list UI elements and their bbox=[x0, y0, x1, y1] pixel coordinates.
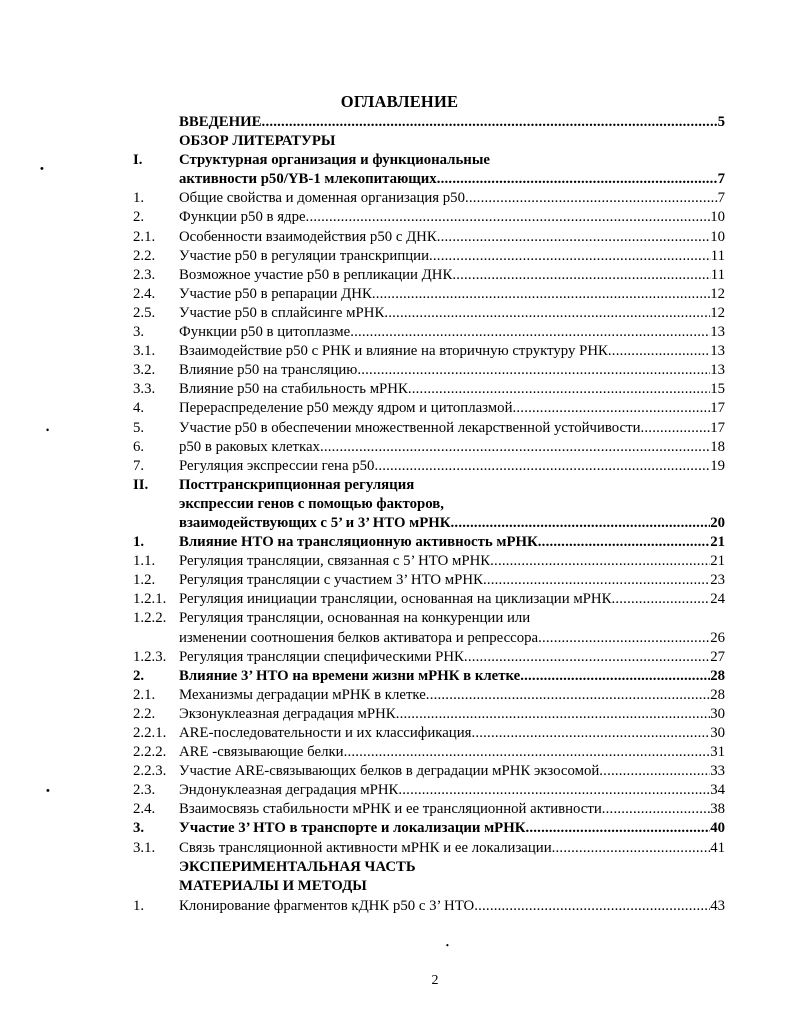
toc-entry-page: 5 bbox=[717, 114, 725, 130]
toc-entry-page: 10 bbox=[710, 209, 725, 226]
toc-entry bbox=[133, 877, 725, 897]
toc-entry-title: Механизмы деградации мРНК в клетке bbox=[179, 686, 426, 703]
toc-entry-title: Влияние НТО на трансляционную активность мРНК bbox=[179, 534, 538, 551]
toc-leader-dots bbox=[452, 266, 710, 285]
toc-entry bbox=[133, 304, 725, 323]
toc-entry-number: 2.2. bbox=[133, 247, 156, 264]
toc-entry bbox=[133, 247, 725, 266]
toc-entry-title: Участие p50 в регуляции транскрипции bbox=[179, 247, 429, 264]
toc-leader-dots bbox=[520, 667, 710, 686]
toc-entry-number: 1.2.3. bbox=[133, 648, 167, 665]
toc-entry-title: Возможное участие p50 в репликации ДНК bbox=[179, 266, 453, 283]
toc-entry-title: Клонирование фрагментов кДНК p50 с 3’ НТО bbox=[179, 897, 475, 914]
page-number: 2 bbox=[431, 973, 439, 988]
toc-entry bbox=[133, 533, 725, 552]
toc-entry-page: 24 bbox=[710, 591, 725, 608]
page-title: ОГЛАВЛЕНИЕ bbox=[340, 92, 459, 111]
toc-entry-number: 5. bbox=[133, 419, 145, 436]
toc-leader-dots bbox=[426, 686, 710, 705]
toc-entry-number: 1. bbox=[133, 534, 145, 551]
toc-leader-dots bbox=[429, 247, 711, 266]
toc-entry-page: 30 bbox=[710, 725, 725, 741]
toc-entry-number: 2.2.1. bbox=[133, 725, 167, 741]
toc-entry-title: ЭКСПЕРИМЕНТАЛЬНАЯ ЧАСТЬ bbox=[179, 858, 416, 875]
toc-leader-dots bbox=[262, 113, 718, 132]
toc-entry-page: 26 bbox=[710, 629, 725, 646]
toc-entry bbox=[133, 132, 725, 151]
toc-entry-number: 1.2.1. bbox=[133, 591, 167, 608]
toc-entry-title: Посттранскрипционная регуляция bbox=[179, 476, 415, 493]
toc-leader-dots bbox=[490, 552, 710, 571]
toc-entry-title: экспрессии генов с помощью факторов, bbox=[179, 495, 444, 512]
toc-entry bbox=[133, 495, 725, 514]
toc-entry-title: Участие p50 в сплайсинге мРНК bbox=[179, 304, 385, 321]
toc-entry-page: 17 bbox=[710, 400, 725, 417]
toc-entry bbox=[133, 897, 725, 916]
scan-mark: • bbox=[40, 163, 44, 175]
toc-entry-page: 7 bbox=[717, 171, 725, 188]
toc-entry-title: Участие ARE-связывающих белков в деградации мРНК экзосомой bbox=[179, 763, 600, 780]
toc-entry-number: 1. bbox=[133, 190, 145, 207]
toc-entry-page: 7 bbox=[717, 190, 725, 207]
toc-entry-page: 13 bbox=[710, 343, 725, 360]
toc-entry-page: 40 bbox=[710, 820, 725, 837]
toc-entry-title: Регуляция трансляции, основанная на конкуренции или bbox=[179, 610, 531, 627]
toc-entry bbox=[133, 208, 725, 227]
toc-entry-title: Регуляция инициации трансляции, основанная на циклизации мРНК bbox=[179, 591, 612, 608]
toc-entry-page: 12 bbox=[710, 285, 725, 302]
toc-leader-dots bbox=[396, 705, 711, 724]
toc-entry-page: 43 bbox=[710, 897, 725, 914]
toc-entry-title: Экзонуклеазная деградация мРНК bbox=[179, 705, 396, 722]
toc-entry-number: 1.2.2. bbox=[133, 610, 167, 627]
toc-entry-page: 10 bbox=[710, 228, 725, 245]
toc-entry-title: p50 в раковых клетках bbox=[179, 438, 320, 455]
toc-leader-dots bbox=[464, 648, 710, 667]
toc-entry-title: Регуляция трансляции с участием 3’ НТО мРНК bbox=[179, 572, 483, 589]
toc-leader-dots bbox=[451, 514, 711, 533]
toc-entry bbox=[133, 476, 725, 495]
toc-entry bbox=[133, 858, 725, 878]
toc-entry-title: Участие p50 в обеспечении множественной лекарственной устойчивости bbox=[179, 419, 641, 436]
toc-entry-page: 27 bbox=[710, 648, 725, 665]
toc-leader-dots bbox=[344, 743, 711, 762]
toc-entry bbox=[133, 342, 725, 361]
toc-entry-title: ARE-последовательности и их классификация bbox=[179, 725, 472, 741]
scan-mark: • bbox=[46, 425, 50, 435]
toc-entry-page: 13 bbox=[710, 324, 725, 341]
toc-entry-number: 2.3. bbox=[133, 266, 156, 283]
toc-entry-page: 34 bbox=[710, 782, 725, 799]
toc-entry-page: 21 bbox=[710, 553, 725, 570]
toc-entry bbox=[133, 800, 725, 819]
toc-entry-number: 2.2.2. bbox=[133, 744, 167, 761]
toc-entry bbox=[133, 705, 725, 724]
toc-entry-number: 3.1. bbox=[133, 343, 156, 360]
scan-mark: • bbox=[46, 785, 50, 797]
toc-entry-number: 3.1. bbox=[133, 839, 156, 856]
toc-leader-dots bbox=[608, 342, 710, 361]
toc-entry-title: Функции p50 в ядре bbox=[179, 209, 306, 226]
toc-entry-title: Взаимодействие p50 с РНК и влияние на вторичную структуру РНК bbox=[179, 343, 608, 360]
toc-leader-dots bbox=[372, 285, 710, 304]
toc-entry bbox=[133, 361, 725, 380]
toc-entry-title: Регуляция трансляции специфическими РНК bbox=[179, 648, 464, 665]
toc-leader-dots bbox=[538, 533, 710, 552]
toc-entry-number: II. bbox=[133, 476, 149, 493]
table-of-contents bbox=[133, 113, 725, 916]
toc-entry-title: Общие свойства и доменная организация p50 bbox=[179, 190, 465, 207]
toc-leader-dots bbox=[357, 361, 710, 380]
toc-entry bbox=[133, 571, 725, 590]
toc-entry-number: 7. bbox=[133, 457, 145, 474]
toc-entry bbox=[133, 819, 725, 838]
toc-entry bbox=[133, 438, 725, 457]
toc-entry bbox=[133, 514, 725, 533]
toc-leader-dots bbox=[408, 380, 710, 399]
toc-entry-page: 31 bbox=[710, 744, 725, 761]
toc-entry-title: Эндонуклеазная деградация мРНК bbox=[179, 782, 399, 799]
toc-entry-title: Участие p50 в репарации ДНК bbox=[179, 285, 372, 302]
toc-entry-title: Влияние 3’ НТО на времени жизни мРНК в клетке bbox=[179, 667, 521, 684]
toc-entry-title: Влияние p50 на стабильность мРНК bbox=[179, 381, 408, 398]
toc-entry-title: взаимодействующих с 5’ и 3’ НТО мРНК bbox=[179, 514, 451, 531]
toc-entry-number: 2.1. bbox=[133, 228, 156, 245]
toc-entry-number: 2. bbox=[133, 667, 145, 684]
toc-entry-page: 28 bbox=[710, 667, 725, 684]
toc-entry-title: Функции p50 в цитоплазме bbox=[179, 324, 351, 341]
toc-entry-title: Влияние p50 на трансляцию bbox=[179, 362, 358, 379]
toc-entry-page: 13 bbox=[710, 362, 725, 379]
toc-entry-number: 2.4. bbox=[133, 801, 156, 818]
toc-entry-number: 6. bbox=[133, 438, 145, 455]
toc-leader-dots bbox=[641, 419, 711, 438]
toc-entry-number: 2.3. bbox=[133, 782, 156, 799]
toc-entry bbox=[133, 839, 725, 858]
toc-leader-dots bbox=[602, 800, 710, 819]
toc-leader-dots bbox=[398, 781, 710, 800]
toc-leader-dots bbox=[483, 571, 710, 590]
toc-entry-number: 1. bbox=[133, 897, 145, 914]
toc-entry-title: Особенности взаимодействия p50 с ДНК bbox=[179, 228, 437, 245]
toc-entry bbox=[133, 667, 725, 686]
toc-entry-page: 41 bbox=[710, 839, 725, 856]
toc-entry bbox=[133, 285, 725, 304]
toc-entry-number: 3. bbox=[133, 324, 145, 341]
toc-entry-page: 11 bbox=[710, 247, 725, 264]
toc-entry-title: ОБЗОР ЛИТЕРАТУРЫ bbox=[179, 133, 336, 150]
toc-leader-dots bbox=[374, 457, 710, 476]
toc-entry bbox=[133, 648, 725, 667]
toc-entry-number: 1.2. bbox=[133, 572, 156, 589]
toc-entry-number: 2.2. bbox=[133, 705, 156, 722]
toc-entry-number: 2.2.3. bbox=[133, 763, 167, 780]
toc-entry bbox=[133, 743, 725, 762]
toc-entry bbox=[133, 189, 725, 208]
toc-leader-dots bbox=[437, 228, 710, 247]
toc-leader-dots bbox=[384, 304, 710, 323]
toc-leader-dots bbox=[320, 438, 710, 457]
toc-entry-page: 23 bbox=[710, 572, 725, 589]
toc-entry bbox=[133, 323, 725, 342]
toc-entry-page: 20 bbox=[710, 514, 725, 531]
toc-entry bbox=[133, 781, 725, 800]
toc-leader-dots bbox=[611, 590, 710, 609]
toc-leader-dots bbox=[350, 323, 710, 342]
toc-entry-number: 4. bbox=[133, 400, 145, 417]
toc-entry-page: 33 bbox=[710, 763, 725, 780]
toc-entry-page: 18 bbox=[710, 438, 725, 455]
toc-entry-page: 12 bbox=[710, 304, 725, 321]
toc-leader-dots bbox=[552, 839, 711, 858]
toc-entry bbox=[133, 419, 725, 438]
toc-entry-title: Связь трансляционной активности мРНК и ее локализации bbox=[179, 839, 552, 856]
toc-entry-title: Структурная организация и функциональные bbox=[179, 152, 490, 169]
toc-entry bbox=[133, 686, 725, 705]
toc-entry-number: 2.5. bbox=[133, 304, 156, 321]
toc-entry-page: 19 bbox=[710, 457, 725, 474]
toc-entry-title: Взаимосвязь стабильности мРНК и ее трансляционной активности bbox=[179, 801, 602, 818]
toc-entry-title: МАТЕРИАЛЫ И МЕТОДЫ bbox=[179, 878, 367, 895]
toc-entry-title: изменении соотношения белков активатора и репрессора bbox=[179, 629, 539, 646]
toc-leader-dots bbox=[599, 762, 710, 781]
scan-mark: • bbox=[446, 941, 449, 950]
toc-entry-title: Регуляция трансляции, связанная с 5’ НТО мРНК bbox=[179, 553, 491, 570]
toc-leader-dots bbox=[525, 819, 710, 838]
toc-entry-title: ВВЕДЕНИЕ bbox=[179, 114, 262, 130]
toc-leader-dots bbox=[306, 208, 711, 227]
toc-entry-page: 38 bbox=[710, 801, 725, 818]
toc-entry bbox=[133, 113, 725, 132]
toc-entry bbox=[133, 724, 725, 743]
toc-entry-title: Регуляция экспрессии гена p50 bbox=[179, 457, 375, 474]
toc-entry-page: 30 bbox=[710, 705, 725, 722]
toc-entry bbox=[133, 629, 725, 648]
toc-entry-number: 3.3. bbox=[133, 381, 156, 398]
toc-entry-number: 2. bbox=[133, 209, 145, 226]
toc-leader-dots bbox=[538, 629, 710, 648]
toc-entry bbox=[133, 457, 725, 476]
toc-entry bbox=[133, 762, 725, 781]
toc-entry-number: 3. bbox=[133, 820, 145, 837]
toc-entry-page: 28 bbox=[710, 686, 725, 703]
toc-entry-number: 3.2. bbox=[133, 362, 156, 379]
toc-entry bbox=[133, 590, 725, 609]
toc-leader-dots bbox=[474, 897, 710, 916]
toc-entry-title: ARE -связывающие белки bbox=[179, 744, 344, 761]
toc-leader-dots bbox=[513, 399, 711, 418]
toc-entry-number: 2.1. bbox=[133, 686, 156, 703]
toc-entry-title: Перераспределение p50 между ядром и цитоплазмой bbox=[179, 400, 513, 417]
toc-entry-page: 11 bbox=[710, 266, 725, 283]
toc-entry bbox=[133, 552, 725, 571]
toc-entry bbox=[133, 609, 725, 628]
toc-entry bbox=[133, 380, 725, 399]
toc-entry-page: 15 bbox=[710, 381, 725, 398]
toc-entry-number: 1.1. bbox=[133, 553, 156, 570]
toc-entry-number: I. bbox=[133, 152, 143, 169]
toc-leader-dots bbox=[465, 189, 718, 208]
toc-entry-page: 17 bbox=[710, 419, 725, 436]
toc-entry bbox=[133, 399, 725, 418]
toc-entry-title: Участие 3’ НТО в транспорте и локализации мРНК bbox=[179, 820, 526, 837]
toc-entry bbox=[133, 266, 725, 285]
toc-entry-title: активности p50/YB-1 млекопитающих bbox=[179, 171, 437, 188]
toc-leader-dots bbox=[437, 170, 718, 189]
toc-entry bbox=[133, 228, 725, 247]
toc-leader-dots bbox=[471, 724, 710, 743]
toc-entry bbox=[133, 170, 725, 189]
toc-entry-page: 21 bbox=[710, 534, 725, 551]
toc-entry-number: 2.4. bbox=[133, 285, 156, 302]
toc-entry bbox=[133, 151, 725, 170]
